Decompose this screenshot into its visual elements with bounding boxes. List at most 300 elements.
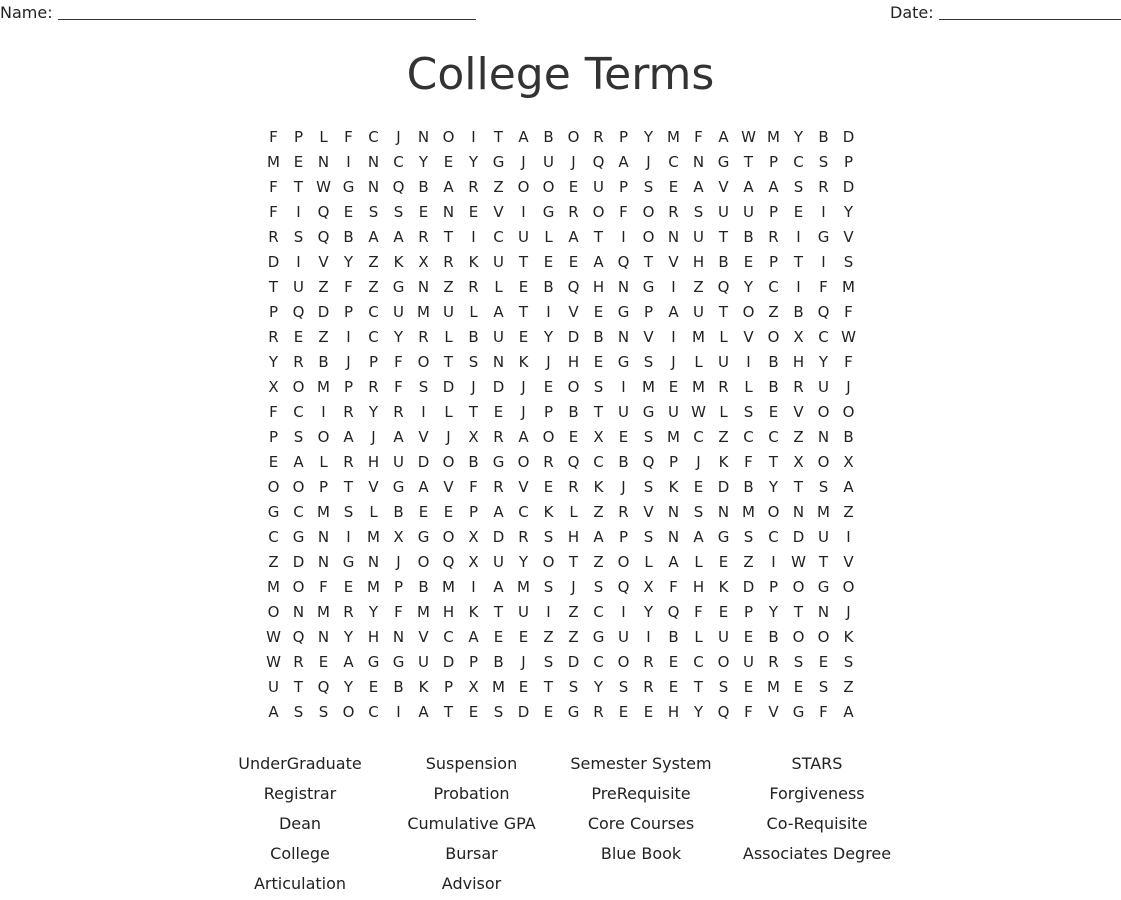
grid-letter: J — [346, 352, 351, 371]
grid-letter: S — [493, 702, 504, 721]
grid-letter: R — [268, 227, 279, 246]
grid-letter: C — [768, 527, 779, 546]
grid-row — [261, 649, 861, 674]
grid-letter: Z — [493, 177, 504, 196]
grid-letter: I — [421, 402, 426, 421]
grid-row — [261, 549, 861, 574]
grid-letter: E — [593, 302, 604, 321]
grid-letter: L — [719, 327, 728, 346]
grid-letter: C — [593, 452, 604, 471]
grid-letter: R — [643, 677, 654, 696]
grid-letter: S — [368, 202, 379, 221]
grid-letter: C — [368, 327, 379, 346]
grid-letter: E — [343, 577, 354, 596]
grid-letter: T — [593, 227, 604, 246]
grid-letter: L — [444, 327, 453, 346]
grid-letter: J — [396, 127, 401, 146]
grid-letter: B — [743, 227, 754, 246]
grid-letter: A — [693, 527, 704, 546]
grid-letter: E — [518, 627, 529, 646]
grid-letter: C — [293, 502, 304, 521]
grid-letter: T — [768, 452, 779, 471]
grid-letter: T — [543, 677, 554, 696]
grid-letter: E — [493, 627, 504, 646]
grid-letter: S — [843, 252, 854, 271]
grid-letter: Z — [318, 277, 329, 296]
grid-letter: N — [792, 502, 805, 521]
grid-letter: O — [767, 502, 780, 521]
grid-letter: T — [443, 702, 454, 721]
grid-letter: M — [492, 677, 505, 696]
grid-letter: L — [369, 502, 378, 521]
grid-letter: N — [317, 627, 330, 646]
grid-letter: Q — [292, 302, 305, 321]
grid-letter: O — [267, 477, 280, 496]
grid-letter: R — [593, 127, 604, 146]
grid-letter: J — [521, 652, 526, 671]
grid-letter: Y — [843, 202, 854, 221]
grid-letter: R — [543, 452, 554, 471]
grid-letter: D — [842, 127, 855, 146]
grid-letter: R — [268, 327, 279, 346]
grid-letter: F — [344, 127, 353, 146]
grid-letter: Y — [518, 552, 529, 571]
grid-letter: X — [468, 527, 479, 546]
grid-row — [261, 374, 861, 399]
grid-letter: C — [493, 227, 504, 246]
grid-letter: B — [468, 452, 479, 471]
grid-letter: Z — [443, 277, 454, 296]
word-bank-item: Suspension — [425, 754, 518, 773]
grid-letter: V — [318, 252, 329, 271]
grid-letter: Q — [317, 202, 330, 221]
grid-letter: A — [493, 302, 504, 321]
grid-letter: A — [368, 227, 379, 246]
grid-letter: T — [293, 177, 304, 196]
grid-letter: M — [642, 377, 655, 396]
grid-letter: E — [593, 352, 604, 371]
grid-letter: M — [667, 127, 680, 146]
grid-letter: T — [718, 302, 729, 321]
grid-letter: I — [346, 527, 351, 546]
grid-letter: B — [468, 327, 479, 346]
grid-letter: I — [471, 127, 476, 146]
grid-letter: R — [393, 402, 404, 421]
grid-letter: N — [367, 552, 380, 571]
grid-letter: H — [692, 577, 705, 596]
grid-letter: Z — [568, 627, 579, 646]
grid-letter: W — [691, 402, 706, 421]
grid-row — [261, 174, 861, 199]
grid-letter: Y — [768, 477, 779, 496]
grid-letter: D — [717, 477, 730, 496]
grid-letter: F — [744, 452, 753, 471]
grid-letter: L — [544, 227, 553, 246]
grid-letter: U — [618, 627, 629, 646]
grid-letter: C — [693, 427, 704, 446]
grid-letter: K — [468, 252, 479, 271]
grid-letter: T — [718, 227, 729, 246]
grid-letter: C — [443, 627, 454, 646]
grid-row — [261, 474, 861, 499]
grid-letter: N — [417, 277, 430, 296]
word-bank-item: Blue Book — [600, 844, 682, 863]
grid-letter: E — [643, 702, 654, 721]
grid-letter: D — [742, 577, 755, 596]
grid-letter: J — [371, 427, 376, 446]
grid-letter: A — [693, 177, 704, 196]
grid-letter: S — [568, 677, 579, 696]
grid-letter: E — [443, 152, 454, 171]
grid-letter: U — [493, 327, 504, 346]
grid-letter: S — [693, 202, 704, 221]
grid-letter: J — [446, 427, 451, 446]
grid-letter: S — [643, 177, 654, 196]
grid-letter: I — [396, 702, 401, 721]
grid-letter: R — [418, 227, 429, 246]
grid-letter: G — [417, 527, 430, 546]
grid-letter: O — [292, 577, 305, 596]
grid-letter: G — [392, 277, 405, 296]
letter-grid — [261, 124, 861, 724]
grid-letter: R — [468, 177, 479, 196]
grid-letter: X — [393, 527, 404, 546]
grid-letter: J — [621, 477, 626, 496]
grid-letter: C — [818, 327, 829, 346]
grid-letter: R — [368, 377, 379, 396]
grid-letter: V — [418, 427, 429, 446]
grid-letter: O — [642, 227, 655, 246]
grid-letter: A — [518, 127, 529, 146]
grid-letter: B — [418, 577, 429, 596]
grid-letter: I — [771, 552, 776, 571]
grid-letter: E — [543, 252, 554, 271]
grid-letter: E — [718, 602, 729, 621]
grid-letter: S — [293, 427, 304, 446]
grid-letter: M — [317, 502, 330, 521]
grid-letter: P — [268, 427, 279, 446]
grid-letter: R — [493, 427, 504, 446]
grid-row — [261, 424, 861, 449]
grid-letter: E — [618, 427, 629, 446]
grid-letter: N — [817, 427, 830, 446]
grid-letter: C — [393, 152, 404, 171]
grid-letter: B — [743, 477, 754, 496]
grid-row — [261, 399, 861, 424]
grid-letter: R — [343, 402, 354, 421]
grid-letter: S — [393, 202, 404, 221]
grid-letter: D — [492, 527, 505, 546]
grid-row — [261, 324, 861, 349]
grid-letter: K — [718, 577, 729, 596]
grid-letter: S — [843, 652, 854, 671]
grid-letter: S — [543, 527, 554, 546]
grid-letter: T — [443, 227, 454, 246]
grid-letter: O — [417, 352, 430, 371]
grid-letter: K — [393, 252, 404, 271]
grid-letter: T — [443, 352, 454, 371]
grid-letter: G — [342, 552, 355, 571]
grid-letter: Y — [693, 702, 704, 721]
grid-letter: G — [642, 277, 655, 296]
grid-letter: E — [518, 327, 529, 346]
grid-letter: G — [617, 302, 630, 321]
grid-letter: I — [471, 227, 476, 246]
grid-letter: G — [817, 227, 830, 246]
grid-letter: R — [618, 502, 629, 521]
grid-letter: A — [593, 252, 604, 271]
grid-letter: C — [768, 427, 779, 446]
grid-letter: C — [768, 277, 779, 296]
grid-row — [261, 599, 861, 624]
grid-letter: E — [518, 277, 529, 296]
grid-letter: W — [266, 627, 281, 646]
grid-letter: Q — [667, 602, 680, 621]
grid-letter: A — [443, 177, 454, 196]
grid-letter: A — [493, 502, 504, 521]
grid-letter: E — [443, 502, 454, 521]
grid-letter: P — [443, 677, 454, 696]
grid-letter: V — [843, 552, 854, 571]
grid-letter: T — [593, 402, 604, 421]
grid-letter: X — [468, 552, 479, 571]
grid-letter: O — [817, 402, 830, 421]
grid-letter: D — [842, 177, 855, 196]
grid-letter: Z — [743, 552, 754, 571]
grid-letter: E — [768, 402, 779, 421]
grid-letter: U — [693, 302, 704, 321]
grid-letter: Y — [643, 602, 654, 621]
grid-letter: O — [542, 177, 555, 196]
grid-letter: A — [743, 177, 754, 196]
grid-letter: R — [343, 602, 354, 621]
grid-letter: C — [593, 602, 604, 621]
grid-letter: C — [593, 652, 604, 671]
grid-letter: Z — [568, 602, 579, 621]
grid-letter: O — [442, 527, 455, 546]
word-bank-item: College — [270, 844, 330, 863]
grid-letter: I — [296, 202, 301, 221]
grid-letter: S — [543, 577, 554, 596]
grid-letter: G — [717, 152, 730, 171]
grid-letter: B — [668, 627, 679, 646]
grid-letter: N — [817, 602, 830, 621]
grid-letter: R — [568, 202, 579, 221]
grid-letter: Q — [817, 302, 830, 321]
grid-letter: C — [518, 502, 529, 521]
grid-letter: T — [518, 252, 529, 271]
grid-letter: O — [267, 602, 280, 621]
grid-letter: Z — [543, 627, 554, 646]
grid-letter: L — [319, 127, 328, 146]
grid-letter: T — [268, 277, 279, 296]
grid-letter: A — [518, 427, 529, 446]
grid-letter: N — [492, 352, 505, 371]
grid-letter: M — [767, 127, 780, 146]
grid-letter: E — [743, 627, 754, 646]
name-label: Name: — [0, 3, 53, 22]
grid-letter: T — [468, 402, 479, 421]
grid-letter: Q — [317, 227, 330, 246]
grid-letter: J — [471, 377, 476, 396]
grid-letter: U — [693, 227, 704, 246]
grid-letter: U — [518, 227, 529, 246]
grid-letter: A — [268, 702, 279, 721]
grid-letter: M — [417, 602, 430, 621]
grid-letter: F — [819, 277, 828, 296]
grid-letter: S — [793, 652, 804, 671]
grid-letter: B — [543, 277, 554, 296]
grid-letter: D — [267, 252, 280, 271]
grid-letter: A — [668, 302, 679, 321]
grid-letter: G — [492, 152, 505, 171]
grid-letter: T — [643, 252, 654, 271]
name-blank-line[interactable] — [58, 3, 476, 20]
grid-letter: P — [768, 202, 779, 221]
grid-letter: S — [643, 352, 654, 371]
grid-letter: Q — [392, 177, 405, 196]
grid-row — [261, 624, 861, 649]
grid-letter: A — [668, 552, 679, 571]
grid-letter: Q — [442, 552, 455, 571]
grid-letter: Y — [468, 152, 479, 171]
grid-row — [261, 249, 861, 274]
grid-letter: F — [394, 602, 403, 621]
grid-letter: L — [319, 452, 328, 471]
grid-letter: U — [743, 652, 754, 671]
grid-letter: I — [621, 377, 626, 396]
grid-letter: O — [642, 202, 655, 221]
grid-letter: E — [668, 677, 679, 696]
grid-letter: S — [643, 427, 654, 446]
grid-letter: R — [418, 327, 429, 346]
grid-letter: V — [518, 477, 529, 496]
grid-letter: N — [617, 327, 630, 346]
grid-letter: O — [317, 427, 330, 446]
grid-letter: Z — [268, 552, 279, 571]
grid-letter: P — [293, 127, 304, 146]
grid-letter: N — [717, 502, 730, 521]
grid-letter: I — [346, 327, 351, 346]
grid-letter: S — [543, 652, 554, 671]
grid-letter: P — [468, 652, 479, 671]
grid-letter: T — [518, 302, 529, 321]
grid-letter: H — [667, 702, 680, 721]
grid-letter: X — [793, 327, 804, 346]
grid-letter: G — [717, 527, 730, 546]
grid-letter: R — [343, 452, 354, 471]
grid-row — [261, 349, 861, 374]
grid-letter: E — [468, 202, 479, 221]
grid-letter: D — [292, 552, 305, 571]
grid-letter: N — [667, 227, 680, 246]
word-bank-item: Registrar — [263, 784, 337, 803]
grid-letter: C — [368, 127, 379, 146]
grid-row — [261, 224, 861, 249]
grid-letter: N — [317, 552, 330, 571]
grid-letter: J — [571, 152, 576, 171]
grid-letter: N — [617, 277, 630, 296]
grid-letter: V — [443, 477, 454, 496]
name-field — [0, 3, 476, 23]
grid-letter: S — [343, 502, 354, 521]
grid-letter: Z — [843, 677, 854, 696]
grid-letter: S — [818, 152, 829, 171]
grid-letter: S — [793, 177, 804, 196]
grid-letter: U — [493, 552, 504, 571]
grid-letter: W — [791, 552, 806, 571]
grid-letter: O — [542, 427, 555, 446]
grid-letter: E — [293, 152, 304, 171]
grid-letter: U — [743, 202, 754, 221]
grid-letter: E — [568, 427, 579, 446]
grid-letter: M — [317, 377, 330, 396]
grid-row — [261, 449, 861, 474]
grid-letter: M — [767, 677, 780, 696]
grid-letter: F — [319, 577, 328, 596]
grid-letter: X — [643, 577, 654, 596]
grid-letter: H — [367, 452, 380, 471]
grid-letter: C — [693, 652, 704, 671]
grid-letter: P — [768, 577, 779, 596]
grid-letter: U — [418, 652, 429, 671]
grid-letter: J — [846, 377, 851, 396]
grid-letter: E — [793, 677, 804, 696]
grid-letter: G — [392, 652, 405, 671]
grid-letter: Z — [593, 552, 604, 571]
grid-letter: P — [618, 527, 629, 546]
grid-letter: Q — [592, 152, 605, 171]
grid-letter: S — [418, 377, 429, 396]
grid-letter: R — [518, 527, 529, 546]
grid-letter: G — [617, 352, 630, 371]
grid-letter: B — [718, 252, 729, 271]
grid-letter: X — [793, 452, 804, 471]
grid-letter: P — [393, 577, 404, 596]
word-bank-item: UnderGraduate — [238, 754, 362, 773]
grid-letter: P — [843, 152, 854, 171]
grid-letter: H — [442, 602, 455, 621]
grid-letter: I — [846, 527, 851, 546]
grid-letter: X — [268, 377, 279, 396]
grid-letter: I — [546, 602, 551, 621]
grid-letter: G — [817, 577, 830, 596]
grid-letter: E — [743, 677, 754, 696]
date-blank-line[interactable] — [939, 3, 1121, 20]
grid-letter: G — [267, 502, 280, 521]
grid-letter: E — [418, 502, 429, 521]
grid-letter: V — [568, 302, 579, 321]
grid-letter: S — [643, 527, 654, 546]
grid-letter: Z — [793, 427, 804, 446]
grid-letter: X — [468, 677, 479, 696]
grid-letter: B — [418, 177, 429, 196]
word-bank-item: Co-Requisite — [766, 814, 868, 833]
grid-letter: T — [793, 252, 804, 271]
grid-letter: E — [543, 377, 554, 396]
grid-letter: H — [792, 352, 805, 371]
grid-letter: Z — [368, 277, 379, 296]
grid-letter: L — [694, 627, 703, 646]
grid-letter: Z — [718, 427, 729, 446]
grid-letter: I — [471, 577, 476, 596]
grid-letter: I — [821, 202, 826, 221]
word-bank-item: PreRequisite — [591, 784, 691, 803]
grid-letter: U — [293, 277, 304, 296]
grid-letter: I — [621, 227, 626, 246]
grid-letter: E — [543, 477, 554, 496]
grid-letter: F — [344, 277, 353, 296]
